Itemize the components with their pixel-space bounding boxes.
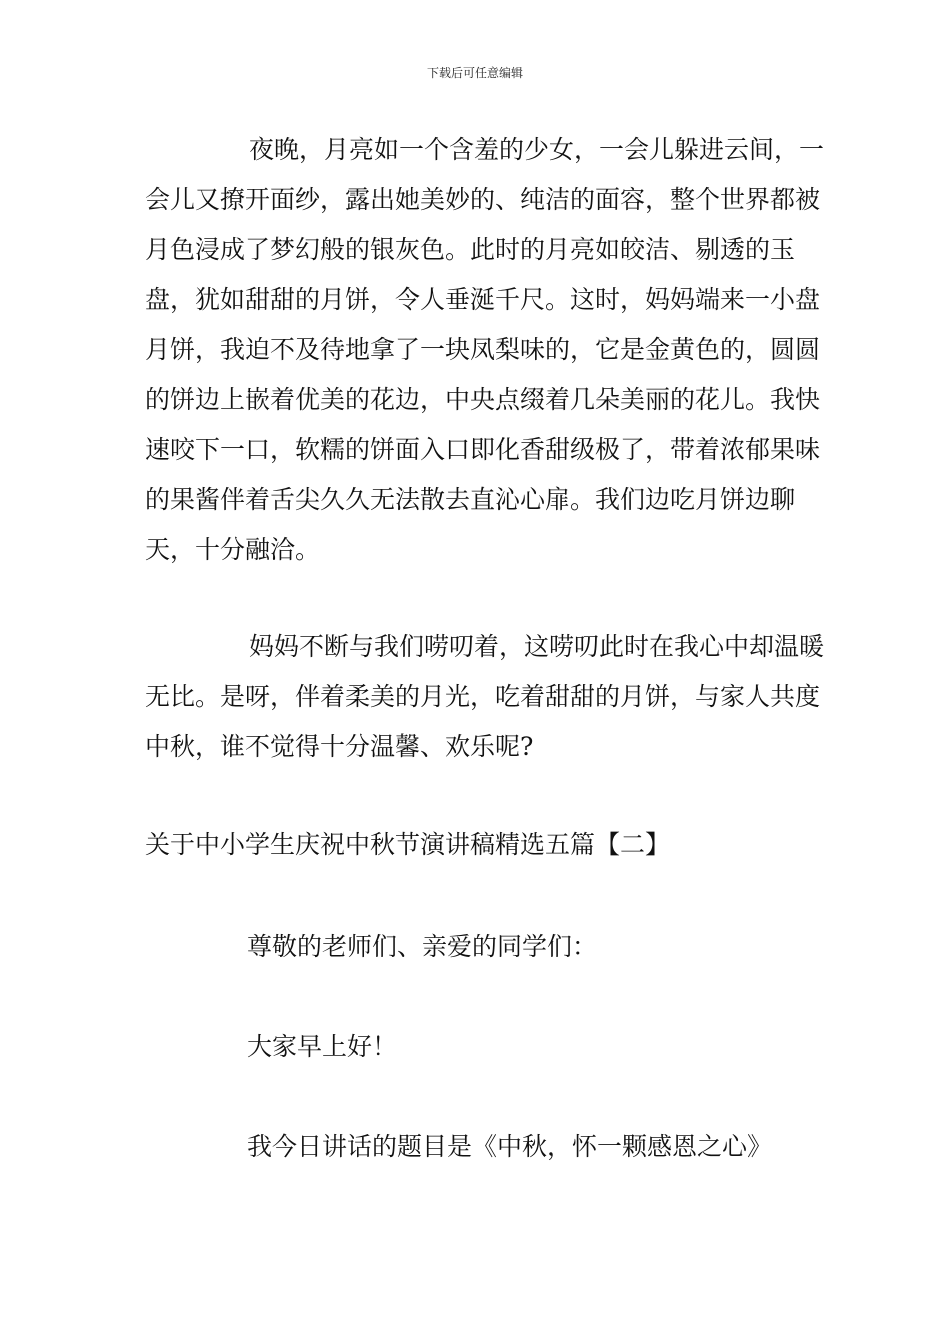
speech-greeting: 尊敬的老师们、亲爱的同学们： <box>247 932 598 961</box>
speech-topic: 我今日讲话的题目是《中秋，怀一颗感恩之心》 <box>247 1132 773 1161</box>
section-heading: 关于中小学生庆祝中秋节演讲稿精选五篇【二】 <box>145 830 671 859</box>
speech-hello: 大家早上好！ <box>247 1032 398 1061</box>
paragraph-moon-night: 夜晚，月亮如一个含羞的少女，一会儿躲进云间，一会儿又撩开面纱，露出她美妙的、纯洁的面容，整个世界都被月色浸成了梦幻般的银灰色。此时的月亮如皎洁、剔透的玉盘，犹如甜甜的月饼，令人垂涎千尺。这时，妈妈端来一小盘月饼，我迫不及待地拿了一块凤梨味的，它是金黄色的，圆圆的饼边上嵌着优美的花边，中央点缀着几朵美丽的花儿。我快速咬下一口，软糯的饼面入口即化香甜级极了，带着浓郁果味的果酱伴着舌尖久久无法散去直沁心扉。我们边吃月饼边聊天，十分融洽。 <box>145 135 825 564</box>
page-header-note: 下载后可任意编辑 <box>426 66 523 80</box>
paragraph-mother-chat: 妈妈不断与我们唠叨着，这唠叨此时在我心中却温暖无比。是呀，伴着柔美的月光，吃着甜甜的月饼，与家人共度中秋，谁不觉得十分温馨、欢乐呢? <box>145 632 825 761</box>
